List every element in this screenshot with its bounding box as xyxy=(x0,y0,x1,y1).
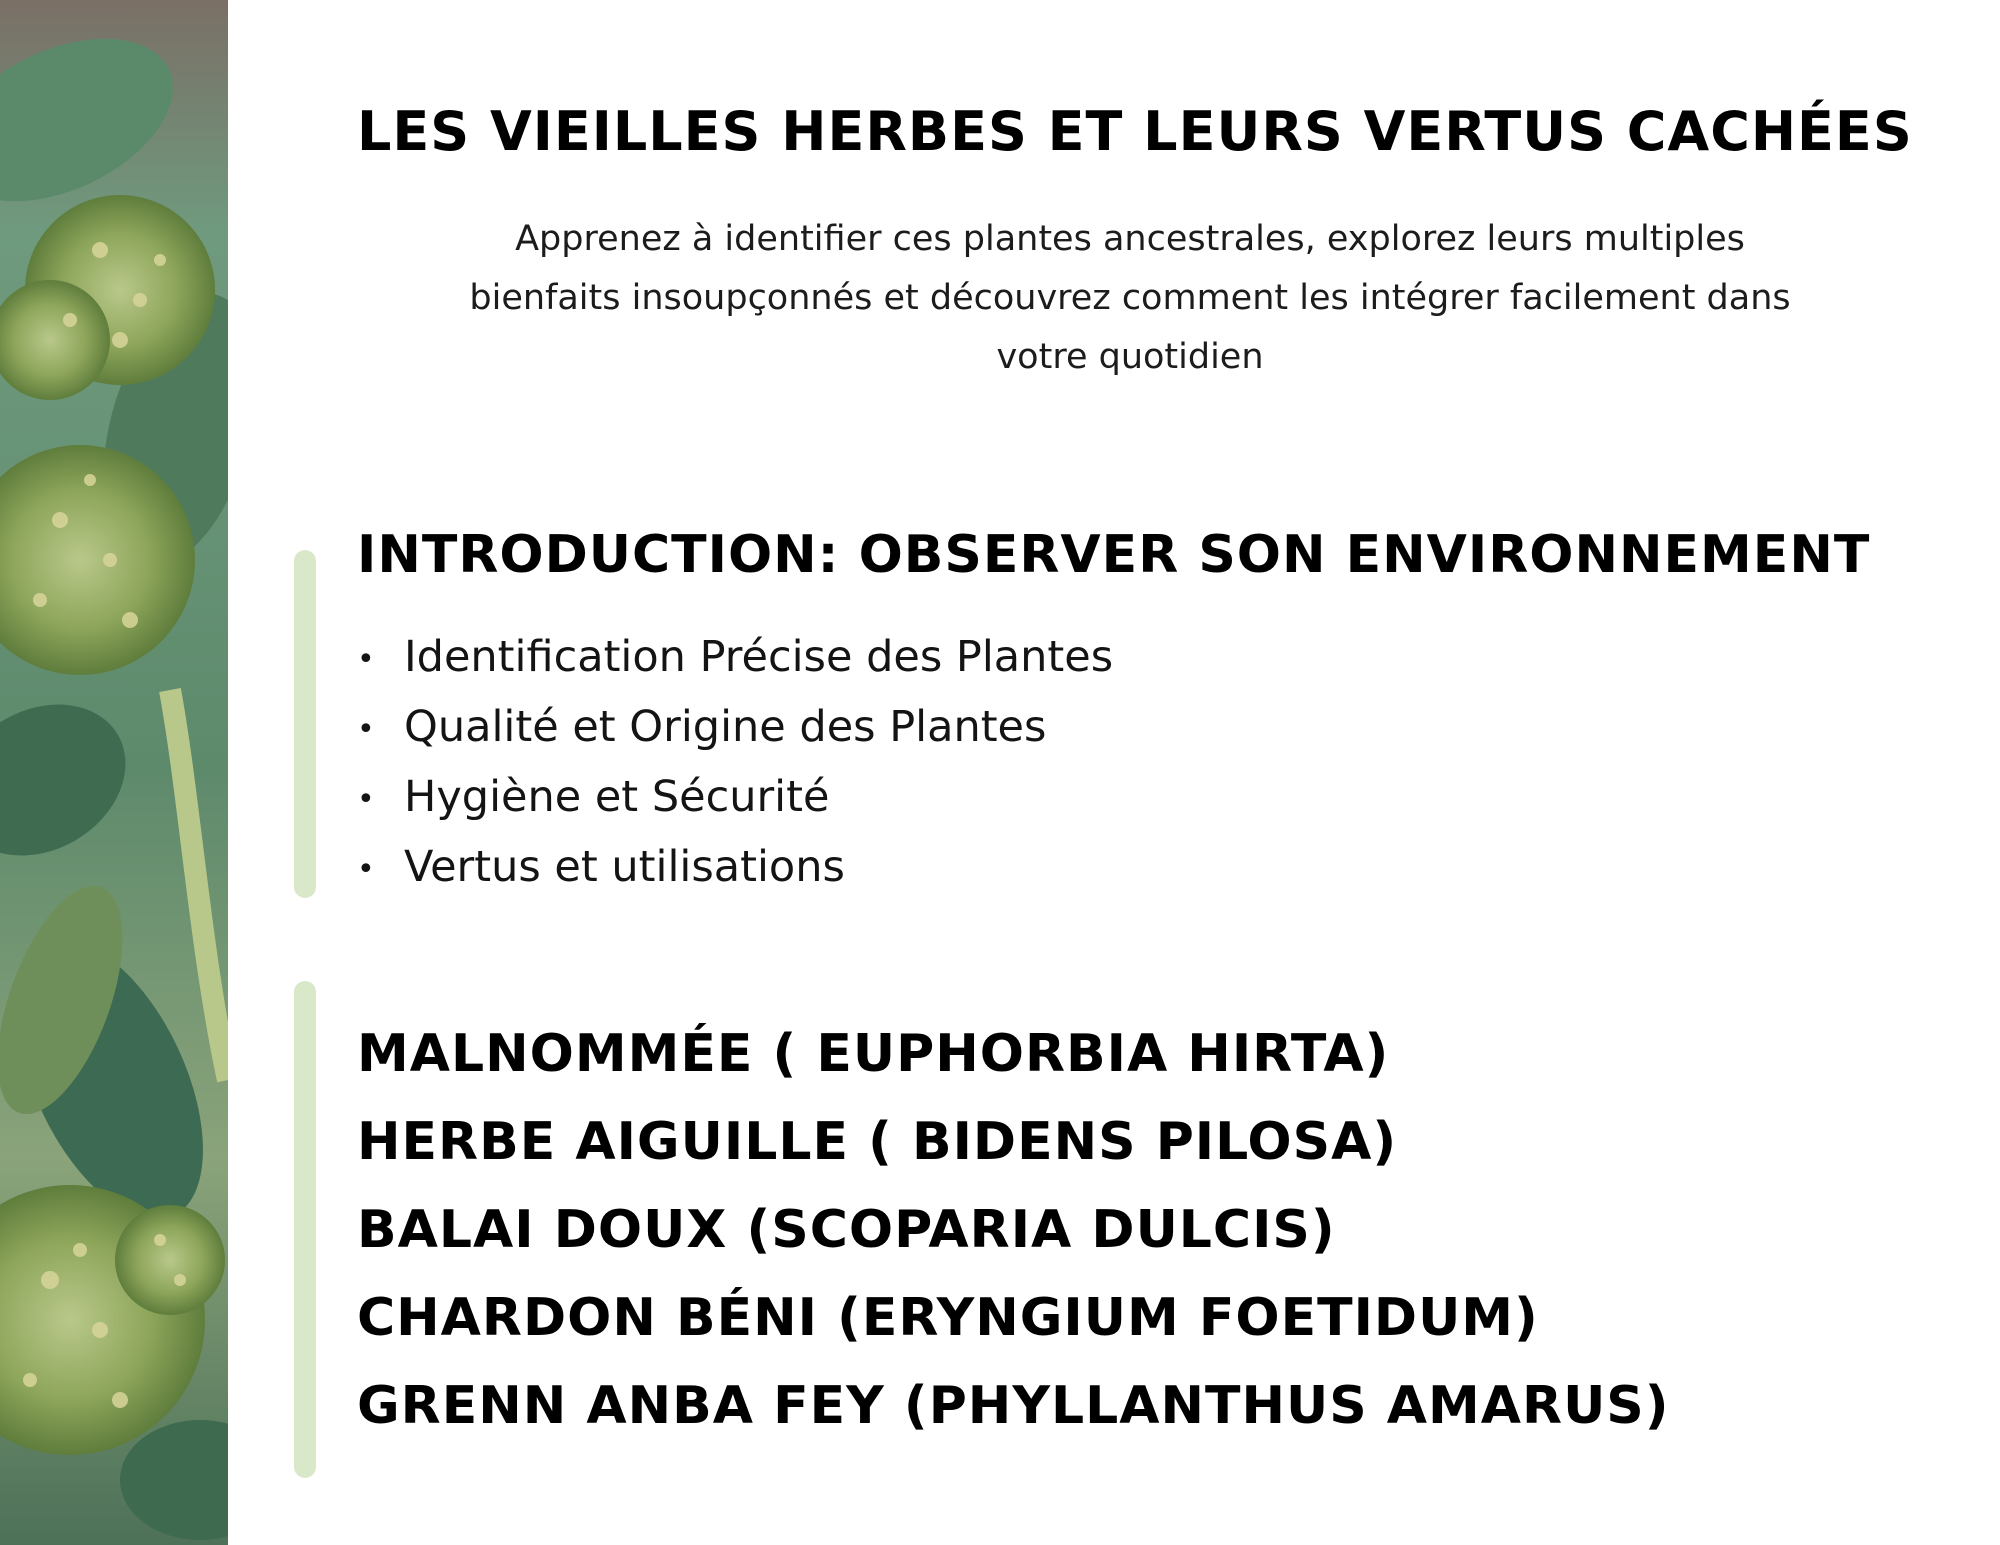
subtitle-line: votre quotidien xyxy=(996,337,1264,377)
page-subtitle xyxy=(360,210,1900,387)
plant-illustration xyxy=(0,0,228,1545)
herb-item: MALNOMMÉE ( EUPHORBIA HIRTA) xyxy=(357,1024,1390,1084)
list-item-text: Qualité et Origine des Plantes xyxy=(404,702,1047,752)
section-accent-bar xyxy=(294,981,316,1478)
list-item xyxy=(357,762,1113,832)
list-item-text: Hygiène et Sécurité xyxy=(404,772,830,822)
herb-item: GRENN ANBA FEY (PHYLLANTHUS AMARUS) xyxy=(357,1376,1670,1436)
bullet-icon: • xyxy=(357,851,375,887)
herb-item: BALAI DOUX (SCOPARIA DULCIS) xyxy=(357,1200,1336,1260)
herb-item: HERBE AIGUILLE ( BIDENS PILOSA) xyxy=(357,1112,1398,1172)
list-item xyxy=(357,622,1113,692)
list-item-text: Vertus et utilisations xyxy=(404,842,845,892)
section-accent-bar xyxy=(294,550,316,898)
herb-item: CHARDON BÉNI (ERYNGIUM FOETIDUM) xyxy=(357,1288,1539,1348)
list-item xyxy=(357,692,1113,762)
page-title: LES VIEILLES HERBES ET LEURS VERTUS CACHÉES xyxy=(357,100,1913,163)
plant-photo xyxy=(0,0,228,1545)
introduction-list xyxy=(357,622,1113,902)
list-item xyxy=(357,832,1113,902)
bullet-icon: • xyxy=(357,781,375,817)
subtitle-line: bienfaits insoupçonnés et découvrez comment les intégrer facilement dans xyxy=(469,278,1791,318)
bullet-icon: • xyxy=(357,641,375,677)
subtitle-line: Apprenez à identifier ces plantes ancestrales, explorez leurs multiples xyxy=(515,219,1745,259)
list-item-text: Identification Précise des Plantes xyxy=(404,632,1114,682)
bullet-icon: • xyxy=(357,711,375,747)
introduction-title: INTRODUCTION: OBSERVER SON ENVIRONNEMENT xyxy=(357,525,1871,585)
herbs-list xyxy=(357,1010,1670,1450)
